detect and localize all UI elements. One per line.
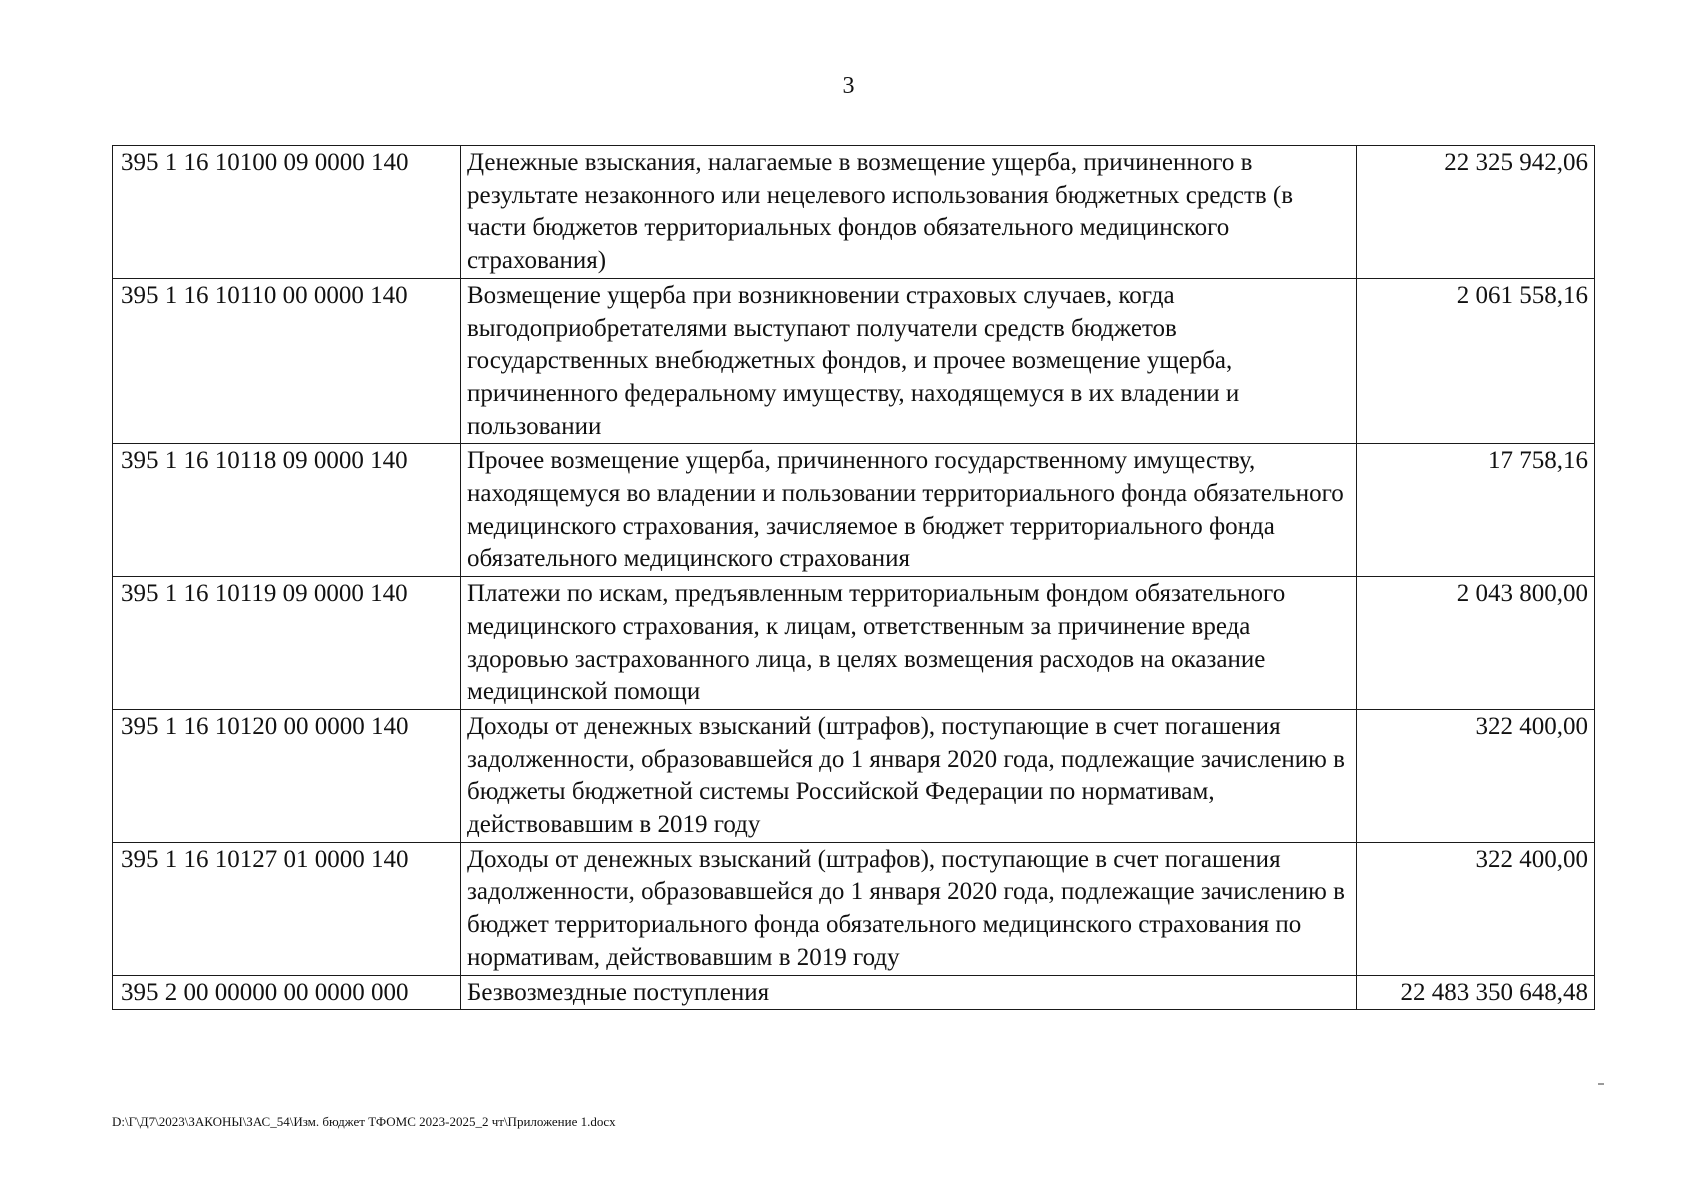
amount: 322 400,00	[1357, 842, 1595, 975]
revenue-description: Денежные взыскания, налагаемые в возмещение ущерба, причиненного в результате незаконного или нецелевого использования бюджетных средств (в части бюджетов территориальных фондов обязательного медицинского страхования)	[461, 146, 1357, 279]
table-row	[113, 146, 1595, 279]
footer-file-path: D:\Г\Д7\2023\ЗАКОНЫ\ЗАС_54\Изм. бюджет ТФОМС 2023-2025_2 чт\Приложение 1.docx	[112, 1114, 616, 1129]
revenue-description: Доходы от денежных взысканий (штрафов), поступающие в счет погашения задолженности, образовавшейся до 1 января 2020 года, подлежащие зачислению в бюджет территориального фонда обязательного медицинского страхования по нормативам, действовавшим в 2019 году	[461, 842, 1357, 975]
budget-code: 395 2 00 00000 00 0000 000	[113, 975, 461, 1010]
amount: 2 061 558,16	[1357, 278, 1595, 444]
amount: 17 758,16	[1357, 444, 1595, 577]
amount: 322 400,00	[1357, 709, 1595, 842]
table-row	[113, 709, 1595, 842]
budget-code: 395 1 16 10127 01 0000 140	[113, 842, 461, 975]
revenue-description: Возмещение ущерба при возникновении страховых случаев, когда выгодоприобретателями выступают получатели средств бюджетов государственных внебюджетных фондов, и прочее возмещение ущерба, причиненного федеральному имуществу, находящемуся в их владении и пользовании	[461, 278, 1357, 444]
budget-code: 395 1 16 10100 09 0000 140	[113, 146, 461, 279]
revenue-description: Доходы от денежных взысканий (штрафов), поступающие в счет погашения задолженности, образовавшейся до 1 января 2020 года, подлежащие зачислению в бюджеты бюджетной системы Российской Федерации по нормативам, действовавшим в 2019 году	[461, 709, 1357, 842]
page-number: 3	[842, 73, 855, 99]
revenue-description: Платежи по искам, предъявленным территориальным фондом обязательного медицинского страхования, к лицам, ответственным за причинение вреда здоровью застрахованного лица, в целях возмещения расходов на оказание медицинской помощи	[461, 577, 1357, 710]
amount: 22 325 942,06	[1357, 146, 1595, 279]
revenue-description: Безвозмездные поступления	[461, 975, 1357, 1010]
budget-revenue-table	[112, 145, 1595, 1010]
amount: 22 483 350 648,48	[1357, 975, 1595, 1010]
budget-code: 395 1 16 10120 00 0000 140	[113, 709, 461, 842]
table-row	[113, 842, 1595, 975]
table-row	[113, 278, 1595, 444]
budget-code: 395 1 16 10110 00 0000 140	[113, 278, 461, 444]
scan-mark	[1598, 1083, 1604, 1085]
budget-code: 395 1 16 10119 09 0000 140	[113, 577, 461, 710]
table-row	[113, 444, 1595, 577]
table-row	[113, 577, 1595, 710]
revenue-description: Прочее возмещение ущерба, причиненного государственному имуществу, находящемуся во владении и пользовании территориального фонда обязательного медицинского страхования, зачисляемое в бюджет территориального фонда обязательного медицинского страхования	[461, 444, 1357, 577]
budget-code: 395 1 16 10118 09 0000 140	[113, 444, 461, 577]
table-row	[113, 975, 1595, 1010]
amount: 2 043 800,00	[1357, 577, 1595, 710]
